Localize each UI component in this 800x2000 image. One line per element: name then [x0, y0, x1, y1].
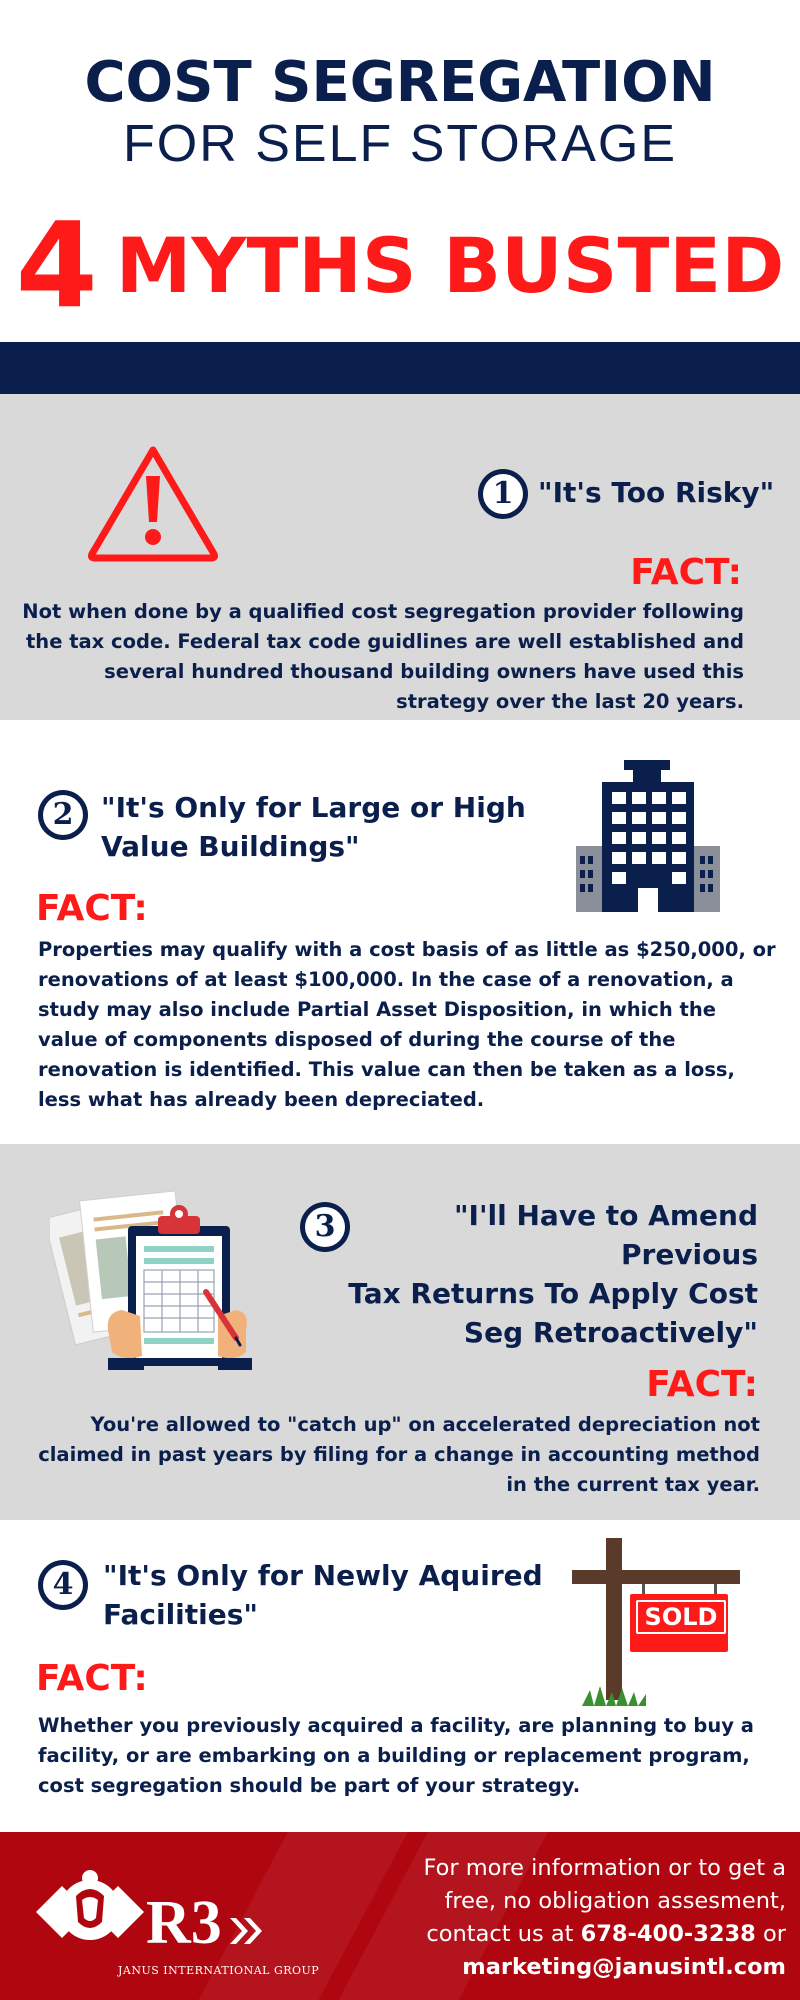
title-line-1: COST SEGREGATION — [84, 50, 716, 115]
brand-subtitle: JANUS INTERNATIONAL GROUP — [118, 1964, 320, 1977]
title-line-2: FOR SELF STORAGE — [122, 115, 678, 173]
brand-name: R3 — [146, 1889, 222, 1957]
warning-icon — [86, 444, 220, 562]
grass-icon — [582, 1684, 646, 1706]
myth-title-2: "It's Only for Large or High Value Buildings" — [101, 791, 526, 863]
fact-body-2: Properties may qualify with a cost basis of as little as $250,000, or renovations of at least $100,000. In the case of a renovation, a study may also include Partial Asset Disposition, in which the value of components disposed of during the course of the renovation is identified. This value can then be taken as a loss, less what has already been depreciated. — [38, 938, 776, 1111]
double-chevron-icon — [228, 1916, 264, 1946]
myth-title-3: "I'll Have to Amend Previous Tax Returns To Apply Cost Seg Retroactively" — [348, 1199, 758, 1349]
myth-section-4 — [0, 1520, 800, 1832]
contact-line-1: For more information or to get a — [423, 1855, 786, 1881]
contact-line-3: contact us at 678-400-3238 or — [426, 1921, 786, 1947]
email-line — [366, 1951, 786, 1984]
sold-sign-text: SOLD — [644, 1603, 718, 1631]
myths-text: MYTHS BUSTED — [115, 220, 785, 310]
navy-divider-bar — [0, 342, 800, 394]
fact-label-1: FACT: — [630, 552, 742, 593]
office-building-icon — [576, 758, 720, 912]
myth-number-badge-3: 3 — [300, 1202, 350, 1252]
myth-section-1 — [0, 394, 800, 720]
fact-label-4: FACT: — [36, 1658, 148, 1699]
myth-number-badge-2: 2 — [38, 790, 88, 840]
fact-body-1: Not when done by a qualified cost segregation provider following the tax code. Federal tax code guidlines are well established and several hundred thousand building owners have used this strategy over the last 20 years. — [22, 600, 744, 713]
janus-logo-icon — [32, 1860, 148, 1964]
clipboard-documents-icon — [50, 1180, 260, 1386]
myth-title-1: "It's Too Risky" — [538, 476, 775, 509]
myth-section-2 — [0, 720, 800, 1144]
myth-number-badge-1: 1 — [478, 469, 528, 519]
myth-section-3 — [0, 1144, 800, 1520]
sold-sign-icon — [572, 1538, 746, 1708]
email-link[interactable]: marketing@janusintl.com — [462, 1954, 786, 1980]
myths-busted-heading — [0, 196, 800, 334]
fact-body-3: You're allowed to "catch up" on accelerated depreciation not claimed in past years by filing for a change in accounting method in the current tax year. — [38, 1413, 760, 1496]
footer — [0, 1832, 800, 2000]
contact-info — [366, 1852, 786, 1984]
myths-number: 4 — [15, 196, 98, 334]
phone-number[interactable]: 678-400-3238 — [580, 1921, 756, 1947]
fact-label-3: FACT: — [646, 1364, 758, 1405]
myth-title-4: "It's Only for Newly Aquired Facilities" — [103, 1559, 543, 1631]
header — [0, 0, 800, 342]
contact-line-2: free, no obligation assesment, — [444, 1888, 786, 1914]
fact-body-4: Whether you previously acquired a facility, are planning to buy a facility, or are embarking on a building or replacement program, cost segregation should be part of your strategy. — [38, 1714, 754, 1797]
fact-label-2: FACT: — [36, 888, 148, 929]
myth-number-badge-4: 4 — [38, 1560, 88, 1610]
